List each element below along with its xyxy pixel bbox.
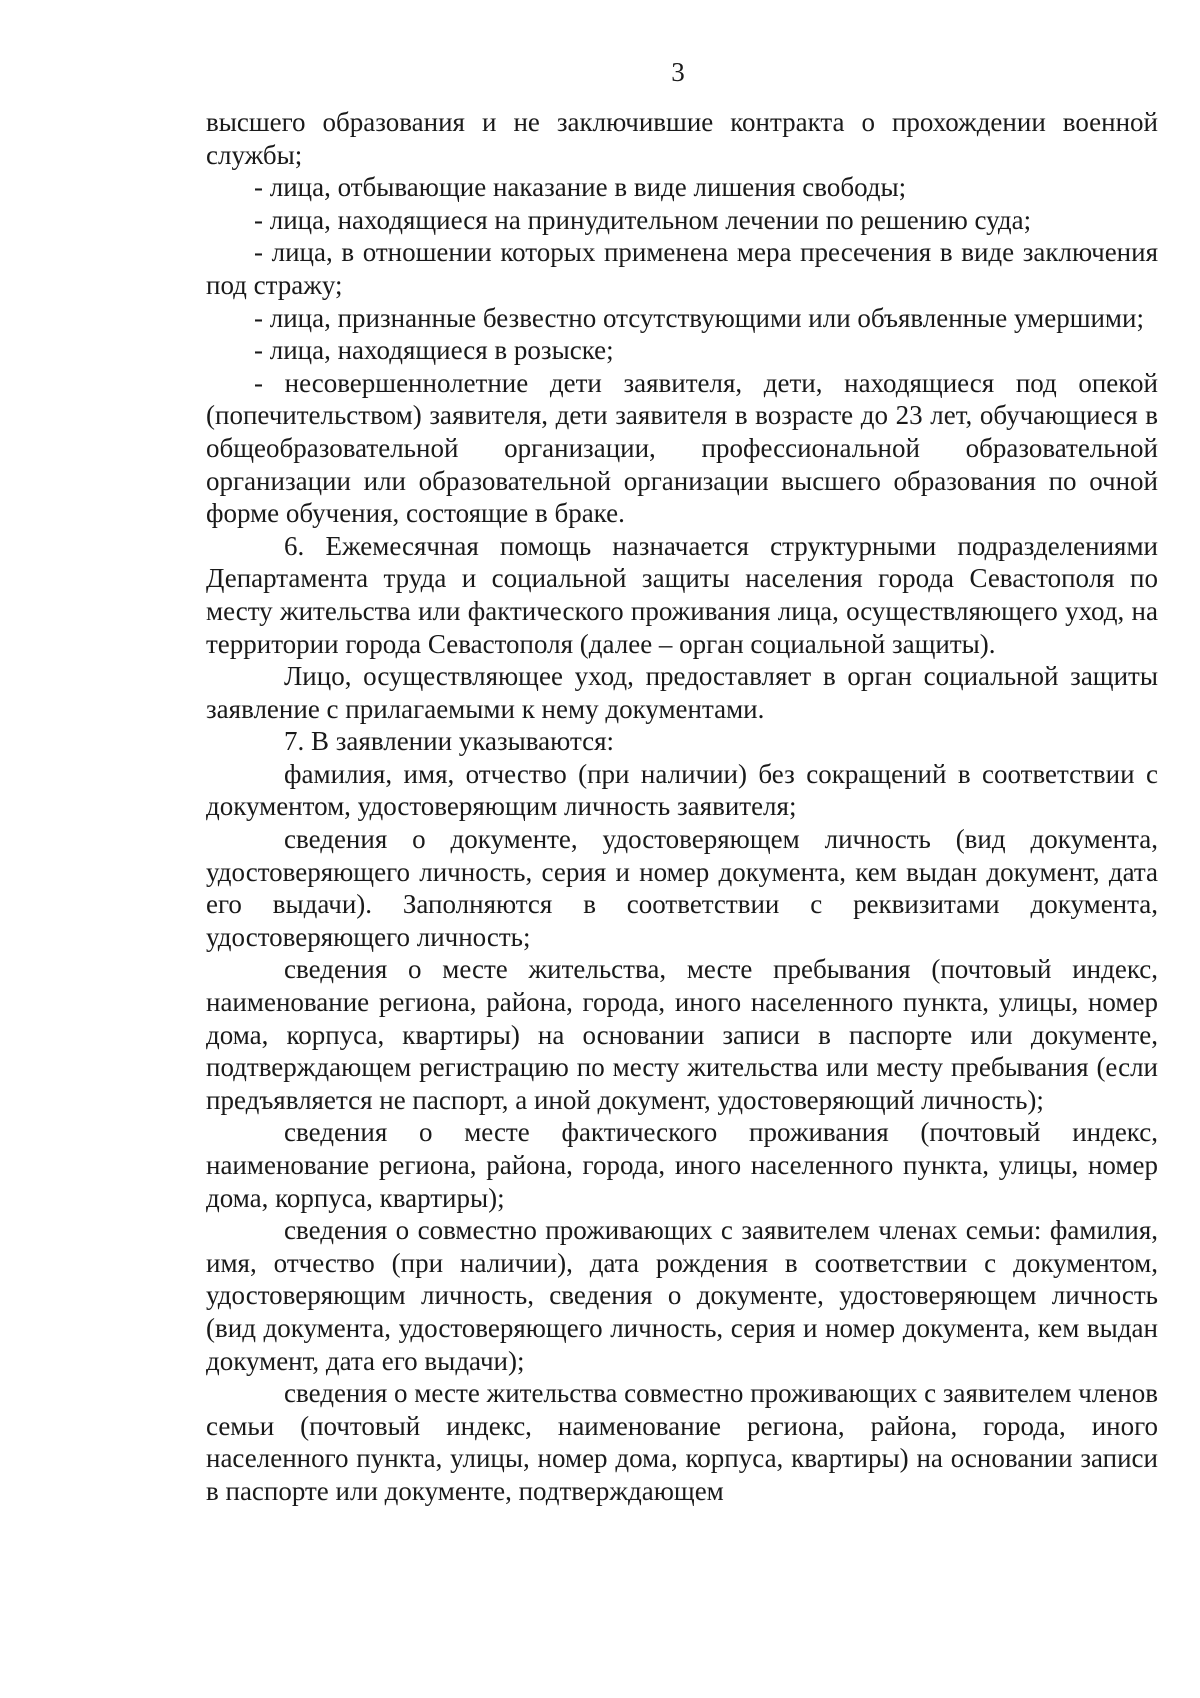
clause-7-family-residence: сведения о месте жительства совместно проживающих с заявителем членов семьи (почтовый индекс, наименование региона, района, города, иного населенного пункта, улицы, номер дома, корпуса, квартиры) на основании записи в паспорте или документе, подтверждающем	[206, 1378, 1158, 1506]
paragraph-continuation: высшего образования и не заключившие контракта о прохождении военной службы;	[206, 107, 1158, 170]
list-item-custody: - лица, в отношении которых применена мера пресечения в виде заключения под стражу;	[206, 237, 1158, 300]
clause-6: 6. Ежемесячная помощь назначается структурными подразделениями Департамента труда и социальной защиты населения города Севастополя по месту жительства или фактического проживания лица, осуществляющего уход, на территории города Севастополя (далее – орган социальной защиты).	[206, 530, 1158, 659]
page-number: 3	[671, 57, 685, 87]
list-item-imprisoned: - лица, отбывающие наказание в виде лишения свободы;	[254, 172, 907, 203]
document-body	[206, 106, 1158, 1508]
clause-7-actual-residence: сведения о месте фактического проживания (почтовый индекс, наименование региона, района, города, иного населенного пункта, улицы, номер дома, корпуса, квартиры);	[206, 1117, 1158, 1213]
list-item-compulsory-treatment: - лица, находящиеся на принудительном лечении по решению суда;	[254, 204, 1032, 235]
clause-7-residence: сведения о месте жительства, месте пребывания (почтовый индекс, наименование региона, района, города, иного населенного пункта, улицы, номер дома, корпуса, квартиры) на основании записи в паспорте или документе, подтверждающем регистрацию по месту жительства или месту пребывания (если предъявляется не паспорт, а иной документ, удостоверяющий личность);	[206, 954, 1158, 1115]
list-item-children: - несовершеннолетние дети заявителя, дети, находящиеся под опекой (попечительством) заявителя, дети заявителя в возрасте до 23 лет, обучающиеся в общеобразовательной организации, профессиональной образовательной организации или образовательной организации высшего образования по очной форме обучения, состоящие в браке.	[206, 367, 1158, 529]
list-item-wanted: - лица, находящиеся в розыске;	[254, 335, 614, 366]
clause-6-application: Лицо, осуществляющее уход, предоставляет в орган социальной защиты заявление с прилагаемыми к нему документами.	[206, 661, 1158, 724]
clause-7-identity-document: сведения о документе, удостоверяющем личность (вид документа, удостоверяющего личность, серия и номер документа, кем выдан документ, дата его выдачи). Заполняются в соответствии с реквизитами документа, удостоверяющего личность;	[206, 824, 1158, 952]
clause-7-heading: 7. В заявлении указываются:	[284, 726, 614, 757]
clause-7-family-members: сведения о совместно проживающих с заявителем членах семьи: фамилия, имя, отчество (при наличии), дата рождения в соответствии с документом, удостоверяющим личность, сведения о документе, удостоверяющем личность (вид документа, удостоверяющего личность, серия и номер документа, кем выдан документ, дата его выдачи);	[206, 1215, 1158, 1376]
clause-7-full-name: фамилия, имя, отчество (при наличии) без сокращений в соответствии с документом, удостоверяющим личность заявителя;	[206, 758, 1158, 822]
list-item-missing-or-deceased: - лица, признанные безвестно отсутствующими или объявленные умершими;	[254, 302, 1144, 333]
